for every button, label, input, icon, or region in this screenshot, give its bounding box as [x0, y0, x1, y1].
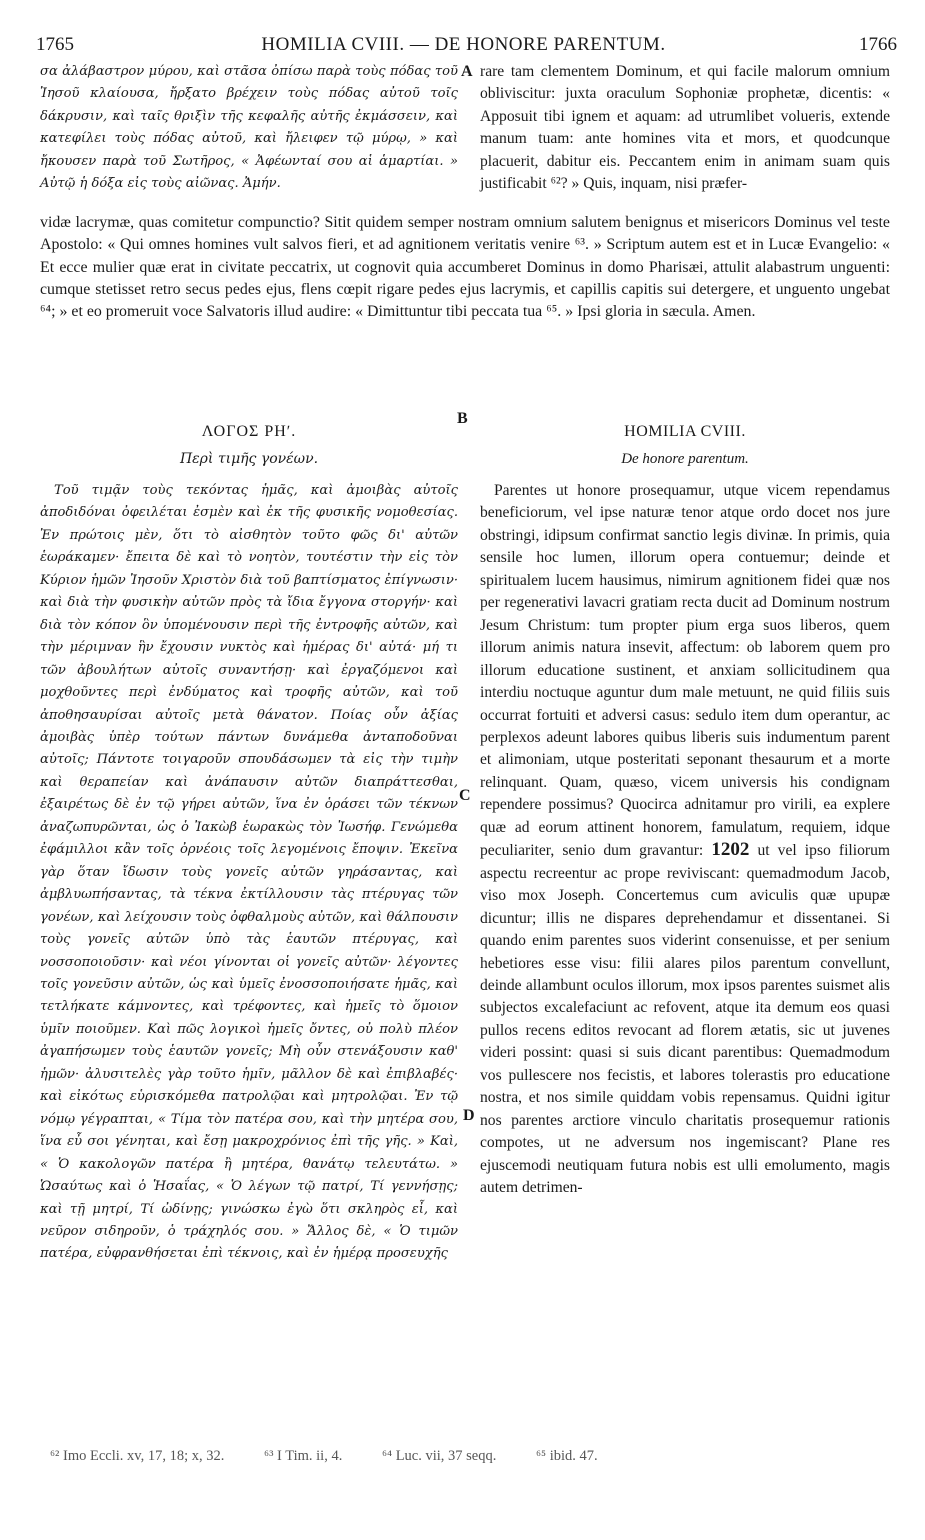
greek-column-top — [40, 61, 458, 196]
latin-column-body — [480, 480, 890, 1200]
latin-body-part-2: ut vel ipso filiorum aspectu recreentur ac prope reviviscant: quemadmodum Jacob, viso mox Joseph. Concertemus cum aviculis quæ upupæ dicuntur; illis ne dispares deprehendamur et dissentanei. Si quando enim parentes suos viderint consenuisse, et per senium hebetiores esse visu: filii alares pilos parentum convellunt, deinde allambunt oculos illorum, mox ipsos parentes suismet alis subjectos excalefaciunt ac refovent, atque ita demum eos quasi pullos recens editos revocant ad florem ætatis, sic ut juvenes videri possint: quasi si suis dicant parentibus: Quemadmodum vos pullescere nos fecistis, et labores tolerastis pro educatione nostra, et nos simile quiddam vobis repensamus. Quidni igitur nos parentes arctiore vinculo charitatis prosequemur rationis compotes, ut ne adversum nos ingemiscant? Plane res ejuscemodi neutiquam futura nobis est ulli emolumento, magis autem detrimen- — [480, 842, 890, 1197]
latin-body-part-1: Parentes ut honore prosequamur, utque vicem rependamus beneficiorum, vel ipse naturæ tenor atque ordo docet nos jure obstringi, idipsum confirmat sanctio legis divinæ. In primis, quia sensile hoc lumen, illorum opera contuemur; deinde et spiritualem lucem hausimus, nimirum agnitionem fidei quæ nos per regenerativi lavacri gratiam recta ducit ad Dominum nostrum Jesum Christum: tum propter pium erga suos liberos, quem illorum animis natura insevit, affectum: ob laborem quem pro illorum educatione sustinent, et anxiam sollicitudinem qua interdiu noctuque aguntur dum male metuunt, ne quid filiis suis occurrat fortuiti et adversi casus: sedulo item dum operantur, ac perplexos adeunt labores quibus liberis suis indumentum parent et alimoniam, utque posteritati seponant thesaurum et a morte relinquant. Quam, quæso, vicem universis his condignam rependere possimus? Quocirca adnitamur pro virili, ea explere quæ ad eorum attinent honorem, famulatum, requiem, idque peculiariter, senio dum gravantur: — [480, 482, 890, 860]
margin-marker-a: A — [461, 63, 473, 80]
footnotes — [50, 1448, 895, 1465]
margin-marker-b: B — [457, 410, 468, 427]
latin-homily-subtitle: De honore parentum. — [621, 451, 749, 467]
margin-marker-c: C — [459, 787, 471, 804]
greek-homily-heading: ΛΟΓΟΣ ΡΗʹ. — [201, 423, 297, 440]
footnote-62: ⁶² Imo Eccli. xv, 17, 18; x, 32. — [50, 1448, 225, 1464]
latin-top-text: rare tam clementem Dominum, et qui facile malorum omnium obliviscitur: juxta oraculum Sophoniæ prophetæ, dicentis: « Apposuit tibi ignem et aquam: ad utrumlibet volueris, extende manum tuam: ante homines vita et mors, et quodcunque placuerit, dabitur eis. Peccantem enim in animam suam quis justificabit ⁶²? » Quis, inquam, nisi præfer- — [480, 63, 890, 193]
greek-top-text: σα ἀλάβαστρον μύρου, καὶ στᾶσα ὀπίσω παρὰ τοὺς πόδας τοῦ Ἰησοῦ κλαίουσα, ἤρξατο βρέχειν τοὺς πόδας αὐτοῦ τοῖς δάκρυσιν, καὶ ταῖς θριξὶν τῆς κεφαλῆς αὐτῆς ἐκμάσσειν, καὶ κατεφίλει τοὺς πόδας αὐτοῦ, καὶ ἤλειφεν τῷ μύρῳ, » καὶ ἤκουσεν παρὰ τοῦ Σωτῆρος, « Ἀφέωνταί σου αἱ ἁμαρτίαι. » Αὐτῷ ἡ δόξα εἰς τοὺς αἰῶνας. Ἀμήν. — [40, 64, 458, 192]
footnote-64: ⁶⁴ Luc. vii, 37 seqq. — [381, 1448, 497, 1464]
edition-page-number: 1202 — [711, 839, 750, 861]
margin-marker-d: D — [463, 1107, 475, 1124]
latin-full-text: vidæ lacrymæ, quas comitetur compunctio? Sitit quidem semper nostram omnium salutem benignus et misericors Dominus vel teste Apostolo: « Qui omnes homines vult salvos fieri, et ad agnitionem veritatis venire ⁶³. » Scriptum autem est et in Lucæ Evangelio: « Et ecce mulier quæ erat in civitate peccatrix, ut cognovit quia accumberet Dominus in domo Pharisæi, attulit alabastrum unguenti: cumque stetisset retro secus pedes ejus, flens cœpit rigare pedes ejus lacrymis, et capillis capitis sui detergere, et unguento ungebat ⁶⁴; » et eo promeruit voce Salvatoris illud audire: « Dimittuntur tibi peccata tua ⁶⁵. » Ipsi gloria in sæcula. Amen. — [40, 214, 890, 321]
greek-homily-subtitle: Περὶ τιμῆς γονέων. — [179, 451, 319, 467]
latin-homily-heading: HOMILIA CVIII. — [624, 423, 746, 440]
footnote-65: ⁶⁵ ibid. 47. — [536, 1448, 598, 1464]
greek-body-text: Τοῦ τιμᾷν τοὺς τεκόντας ἡμᾶς, καὶ ἀμοιβὰς αὐτοῖς ἀποδιδόναι ὀφειλέται ἐσμὲν καὶ ἐκ τῆς φυσικῆς νομοθεσίας. Ἐν πρώτοις μὲν, ὅτι τὸ αἰσθητὸν τοῦτο φῶς δι' αὐτῶν ἑωράκαμεν· ἔπειτα δὲ καὶ τὸ νοητὸν, τουτέστιν τὴν εἰς τὸν Κύριον ἡμῶν Ἰησοῦν Χριστὸν διὰ τοῦ βαπτίσματος ἐπίγνωσιν· καὶ διὰ τὴν φυσικὴν αὐτῶν πρὸς τὰ ἴδια ἔγγονα στοργήν· καὶ διὰ τὸν κόπον ὃν ὑπομένουσιν περὶ τῆς ἐντροφῆς αὐτῶν, καὶ τὴν μέριμναν ἣν ἔχουσιν νυκτὸς καὶ ἡμέρας δι' αὐτά· μή τι τῶν ἀβουλήτων αὐτοῖς συναντήσῃ· καὶ ἐργαζόμενοι καὶ μοχθοῦντες περὶ ἐνδύματος καὶ τροφῆς αὐτῶν, καὶ τοῦ ἀποθησαυρίσαι αὐτοῖς μετὰ θάνατον. Ποίας οὖν ἀξίας ἀμοιβὰς ὑπὲρ τούτων πάντων δυνάμεθα ἀνταποδοῦναι αὐτοῖς; Πάντοτε τοιγαροῦν σπουδάσωμεν τὰ εἰς τὴν τιμὴν καὶ θεραπείαν καὶ ἀνάπαυσιν αὐτῶν διαπράττεσθαι, ἐξαιρέτως δὲ ἐν τῷ γήρει αὐτῶν, ἵνα ἐν ὁράσει τῶν τέκνων ἀναζωπυρῶνται, ὡς ὁ Ἰακὼβ ἑωρακὼς τὸν Ἰωσήφ. Γενώμεθα ἐφάμιλλοι κἂν τοῖς ὀρνέοις τοῖς λεγομένοις ἔποψιν. Ἐκεῖνα γὰρ ὅταν ἴδωσιν τοὺς γονεῖς αὐτῶν γηράσαντας, καὶ ἀμβλυωπήσαντας, τὰ τέκνα ἐκτίλλουσιν τὰς πτέρυγας τῶν γονέων, καὶ λείχουσιν τοὺς ὀφθαλμοὺς αὐτῶν, καὶ θάλπουσιν τοὺς γονεῖς αὐτῶν ὑπὸ τὰς ἑαυτῶν πτέρυγας, καὶ νοσσοποιοῦσιν· καὶ νέοι γίνονται οἱ γονεῖς αὐτῶν· λέγοντες τοῖς γονεῦσιν αὐτῶν, ὡς καὶ ὑμεῖς ἐνοσσοποιήσατε ἡμᾶς, καὶ τετλήκατε κάμνοντες, καὶ τρέφοντες, καὶ ἡμεῖς τὸ ὅμοιον ὑμῖν ποιοῦμεν. Καὶ πῶς λογικοὶ ἡμεῖς ὄντες, οὐ πολὺ πλέον ἀγαπήσωμεν τοὺς ἑαυτῶν γονεῖς; Μὴ οὖν στενάξουσιν καθ' ἡμῶν· ἀλυσιτελὲς γὰρ τοῦτο ἡμῖν, μᾶλλον δὲ καὶ ἐπιβλαβές· καὶ εἰκότως εὑρισκόμεθα πατρολῷαι καὶ μητρολῷαι. Ἐν τῷ νόμῳ γέγραπται, « Τίμα τὸν πατέρα σου, καὶ τὴν μητέρα σου, ἵνα εὖ σοι γένηται, καὶ ἔσῃ μακροχρόνιος ἐπὶ τῆς γῆς. » Καὶ, « Ὁ κακολογῶν πατέρα ἢ μητέρα, θανάτῳ τελευτάτω. » Ὡσαύτως καὶ ὁ Ἡσαΐας, « Ὁ λέγων τῷ πατρί, Τί γεννήσῃς; καὶ τῇ μητρί, Τί ὠδίνῃς; γινώσκω ἐγὼ ὅτι σκληρὸς εἶ, καὶ νεῦρον σιδηροῦν, ὁ τράχηλός σου. » Ἄλλος δὲ, « Ὁ τιμῶν πατέρα, εὐφρανθήσεται ἐπὶ τέκνοις, καὶ ἐν ἡμέρᾳ προσευχῆς — [40, 483, 458, 1262]
running-title: HOMILIA CVIII. — DE HONORE PARENTUM. — [261, 34, 666, 55]
latin-body-paragraph — [480, 480, 890, 1200]
latin-full-width-paragraph — [40, 212, 890, 323]
running-header — [30, 34, 897, 60]
greek-column-body — [40, 480, 458, 1266]
column-number-right: 1766 — [859, 34, 897, 55]
column-number-left: 1765 — [36, 34, 74, 55]
latin-column-top — [480, 61, 890, 196]
footnote-63: ⁶³ I Tim. ii, 4. — [264, 1448, 343, 1464]
